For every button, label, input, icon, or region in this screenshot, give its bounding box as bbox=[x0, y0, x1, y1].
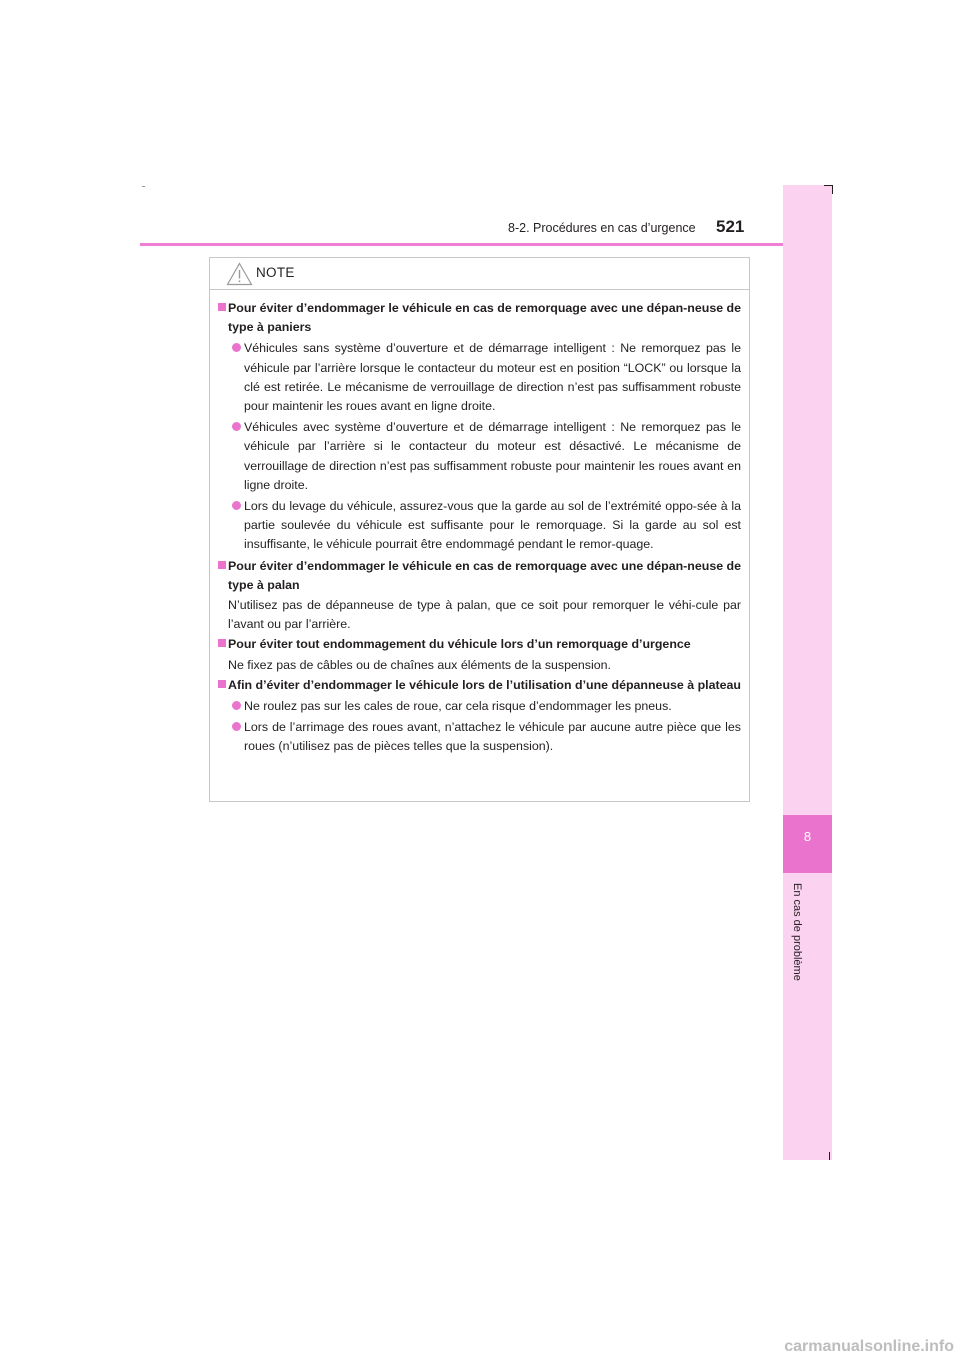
note-box bbox=[209, 257, 750, 802]
note-title: NOTE bbox=[256, 265, 295, 280]
bullet-item bbox=[232, 418, 741, 495]
header-rule bbox=[140, 243, 832, 246]
note-section bbox=[218, 635, 741, 674]
round-bullet-icon bbox=[232, 701, 241, 710]
watermark: carmanualsonline.info bbox=[784, 1338, 954, 1355]
bullet-text: Ne roulez pas sur les cales de roue, car cela risque d’endommager les pneus. bbox=[244, 699, 672, 714]
bullet-text: Lors du levage du véhicule, assurez-vous que la garde au sol de l’extrémité oppo-sée à la partie soulevée du véhicule est suffisante pour le remorquage. Si la garde au sol est insuffisante, le véhicule pourrait être endommagé pendant le remor-quage. bbox=[244, 499, 741, 552]
bullet-item bbox=[232, 339, 741, 416]
round-bullet-icon bbox=[232, 501, 241, 510]
page-number: 521 bbox=[716, 217, 745, 236]
chapter-tab-strip bbox=[783, 185, 832, 1160]
bullet-text: Véhicules avec système d’ouverture et de démarrage intelligent : Ne remorquez pas le véhicule par l’arrière si le contacteur du moteur est désactivé. Le mécanisme de verrouillage de direction n’est pas suffisamment robuste pour maintenir les roues avant en ligne droite. bbox=[244, 420, 741, 492]
note-section bbox=[218, 299, 741, 555]
crop-mark bbox=[829, 1152, 830, 1160]
square-bullet-icon bbox=[218, 561, 226, 569]
square-bullet-icon bbox=[218, 303, 226, 311]
chapter-number-tab[interactable] bbox=[783, 815, 832, 873]
round-bullet-icon bbox=[232, 722, 241, 731]
chapter-number: 8 bbox=[803, 829, 812, 844]
section-heading: 8-2. Procédures en cas d’urgence bbox=[508, 221, 696, 235]
section-title: Pour éviter d’endommager le véhicule en cas de remorquage avec une dépan-neuse de type à paniers bbox=[228, 301, 742, 335]
note-section bbox=[218, 676, 741, 757]
note-header bbox=[210, 258, 749, 290]
crop-mark bbox=[142, 186, 145, 187]
bullet-item bbox=[232, 697, 741, 716]
round-bullet-icon bbox=[232, 343, 241, 352]
section-title: Pour éviter tout endommagement du véhicule lors d’un remorquage d’urgence bbox=[228, 637, 691, 652]
chapter-title: En cas de problème bbox=[791, 883, 803, 981]
square-bullet-icon bbox=[218, 680, 226, 688]
warning-triangle-icon bbox=[226, 262, 253, 286]
bullet-item bbox=[232, 718, 741, 756]
square-bullet-icon bbox=[218, 639, 226, 647]
section-title: Afin d’éviter d’endommager le véhicule lors de l’utilisation d’une dépanneuse à plateau bbox=[228, 677, 741, 692]
bullet-text: Véhicules sans système d’ouverture et de démarrage intelligent : Ne remorquez pas le véhicule par l’arrière lorsque le contacteur du moteur est en position “LOCK” ou lorsque la clé est retirée. Le mécanisme de verrouillage de direction n’est pas suffisamment robuste pour maintenir les roues avant en ligne droite. bbox=[244, 341, 741, 414]
round-bullet-icon bbox=[232, 422, 241, 431]
section-title: Pour éviter d’endommager le véhicule en cas de remorquage avec une dépan-neuse de type à palan bbox=[228, 558, 742, 592]
note-body bbox=[210, 290, 749, 757]
section-text: N’utilisez pas de dépanneuse de type à palan, que ce soit pour remorquer le véhi-cule par l’avant ou par l’arrière. bbox=[228, 598, 741, 632]
section-text: Ne fixez pas de câbles ou de chaînes aux éléments de la suspension. bbox=[228, 657, 611, 672]
note-section bbox=[218, 557, 741, 635]
crop-mark bbox=[824, 185, 833, 194]
bullet-item bbox=[232, 497, 741, 555]
bullet-text: Lors de l’arrimage des roues avant, n’attachez le véhicule par aucune autre pièce que les roues (n’utilisez pas de pièces telles que la suspension). bbox=[244, 720, 741, 754]
